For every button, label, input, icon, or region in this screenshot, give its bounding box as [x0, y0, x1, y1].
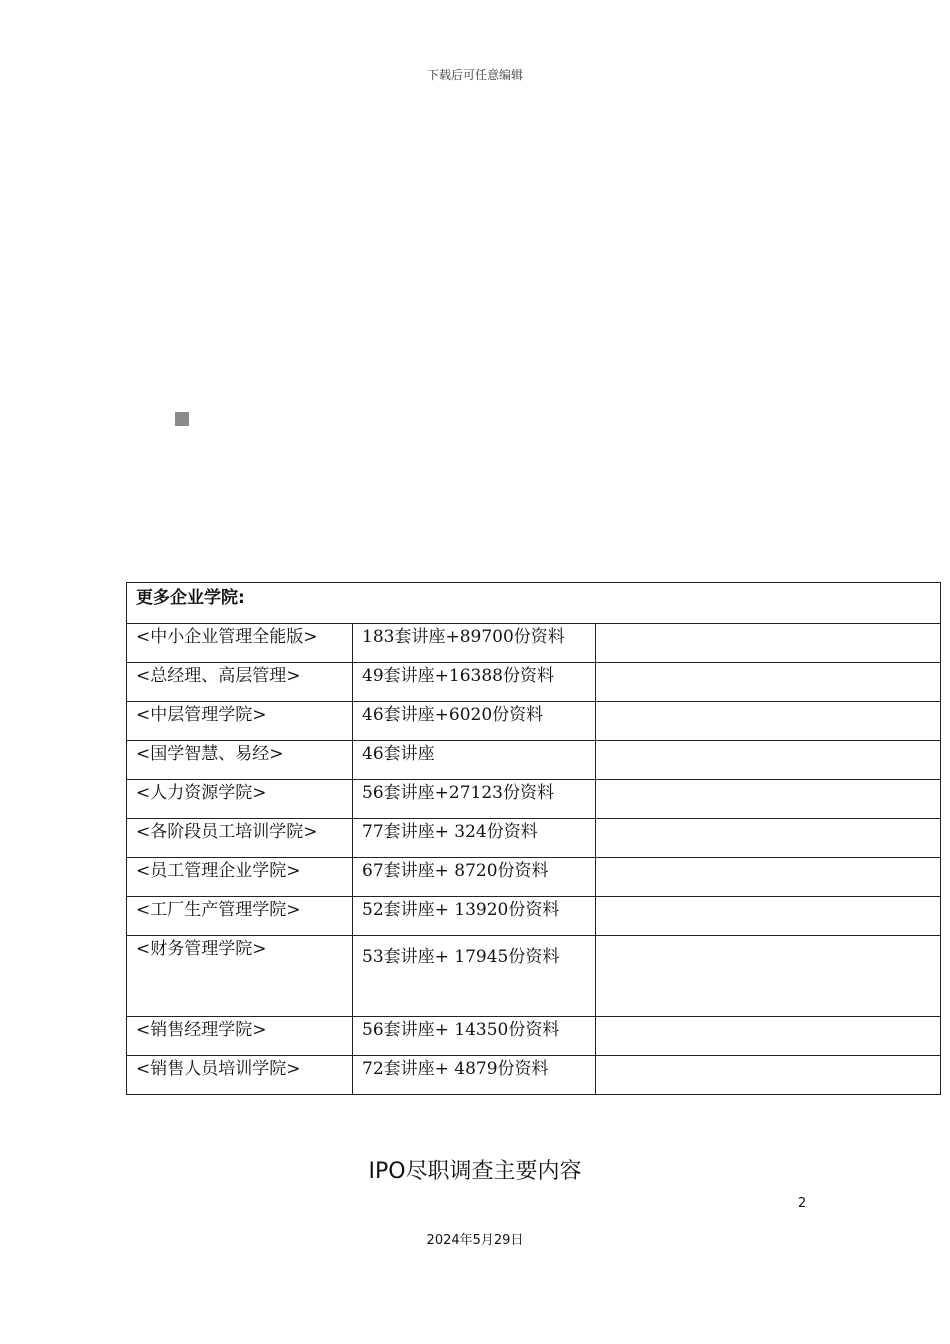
academy-name: <财务管理学院> [127, 936, 353, 1017]
academy-extra [596, 624, 941, 663]
academy-extra [596, 741, 941, 780]
academy-detail: 49套讲座+16388份资料 [353, 663, 596, 702]
academy-extra [596, 897, 941, 936]
academy-detail: 56套讲座+ 14350份资料 [353, 1017, 596, 1056]
table-row [127, 702, 941, 741]
academy-extra [596, 780, 941, 819]
table-row [127, 663, 941, 702]
table-row [127, 780, 941, 819]
academy-extra [596, 663, 941, 702]
table-row [127, 1056, 941, 1095]
document-title: IPO尽职调查主要内容 [368, 1159, 582, 1184]
academy-name: <中层管理学院> [127, 702, 353, 741]
academy-extra [596, 1017, 941, 1056]
academy-detail: 67套讲座+ 8720份资料 [353, 858, 596, 897]
table-heading: 更多企业学院: [127, 583, 941, 624]
academy-detail: 53套讲座+ 17945份资料 [353, 936, 596, 1017]
page-header: 下载后可任意编辑 [426, 68, 523, 82]
table-heading-row [127, 583, 941, 624]
academy-detail: 77套讲座+ 324份资料 [353, 819, 596, 858]
academy-detail: 72套讲座+ 4879份资料 [353, 1056, 596, 1095]
bullet-square-icon [175, 412, 189, 426]
academy-name: <各阶段员工培训学院> [127, 819, 353, 858]
table-row [127, 624, 941, 663]
academy-name: <工厂生产管理学院> [127, 897, 353, 936]
table-row [127, 819, 941, 858]
academy-name: <人力资源学院> [127, 780, 353, 819]
academy-extra [596, 1056, 941, 1095]
table-row [127, 741, 941, 780]
academy-name: <销售人员培训学院> [127, 1056, 353, 1095]
academy-name: <员工管理企业学院> [127, 858, 353, 897]
academy-extra [596, 819, 941, 858]
academy-name: <总经理、高层管理> [127, 663, 353, 702]
academy-extra [596, 858, 941, 897]
academy-detail: 46套讲座+6020份资料 [353, 702, 596, 741]
table-row [127, 897, 941, 936]
page-number: 2 [798, 1196, 807, 1211]
academy-detail: 52套讲座+ 13920份资料 [353, 897, 596, 936]
academy-name: <销售经理学院> [127, 1017, 353, 1056]
table-row [127, 936, 941, 1017]
academy-table [126, 582, 941, 1095]
footer-date: 2024年5月29日 [426, 1233, 524, 1248]
table-row [127, 1017, 941, 1056]
academy-extra [596, 702, 941, 741]
academy-detail: 56套讲座+27123份资料 [353, 780, 596, 819]
academy-detail: 183套讲座+89700份资料 [353, 624, 596, 663]
academy-extra [596, 936, 941, 1017]
table-row [127, 858, 941, 897]
academy-detail: 46套讲座 [353, 741, 596, 780]
academy-name: <中小企业管理全能版> [127, 624, 353, 663]
academy-name: <国学智慧、易经> [127, 741, 353, 780]
